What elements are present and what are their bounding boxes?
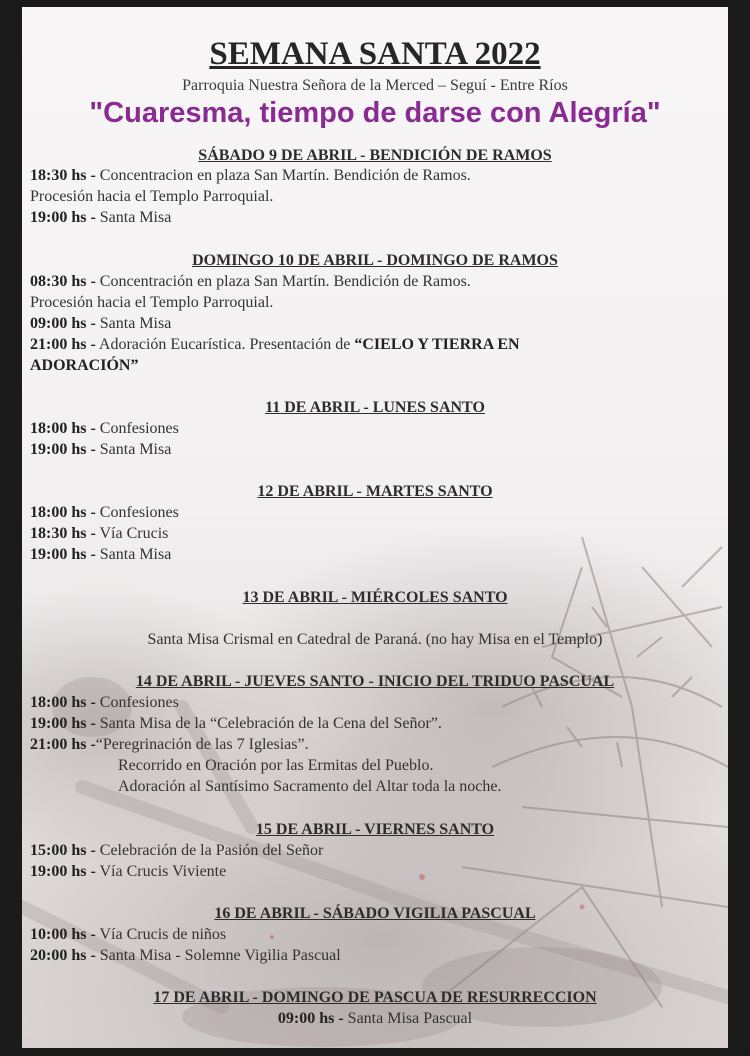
day-heading-jueves-14: 14 DE ABRIL - JUEVES SANTO - INICIO DEL TRIDUO PASCUAL: [135, 673, 615, 690]
schedule-line: [30, 187, 273, 207]
schedule-indented-line: Recorrido en Oración por las Ermitas del Pueblo.: [118, 757, 434, 774]
schedule-line: [30, 356, 138, 376]
day-heading-domingo-17: 17 DE ABRIL - DOMINGO DE PASCUA DE RESURRECCION: [153, 989, 597, 1006]
schedule-note: Santa Misa Crismal en Catedral de Paraná. (no hay Misa en el Templo): [147, 631, 603, 648]
schedule-text: Santa Misa Pascual: [343, 1010, 473, 1027]
lent-motto: "Cuaresma, tiempo de darse con Alegría": [89, 97, 661, 129]
day-heading-viernes-15: 15 DE ABRIL - VIERNES SANTO: [255, 821, 495, 838]
schedule-time: 10:00 hs -: [30, 926, 96, 943]
schedule-time: 08:30 hs -: [30, 273, 96, 290]
schedule-line: [22, 1009, 728, 1029]
day-heading-sabado-9: SÁBADO 9 DE ABRIL - BENDICIÓN DE RAMOS: [198, 147, 552, 164]
schedule-text: Santa Misa: [95, 209, 172, 226]
schedule-line: [30, 335, 520, 355]
schedule-line: [30, 545, 171, 565]
day-heading-sabado-16: 16 DE ABRIL - SÁBADO VIGILIA PASCUAL: [214, 905, 536, 922]
schedule-time: 18:30 hs -: [30, 525, 96, 542]
schedule-time: 21:00 hs -: [30, 336, 96, 353]
schedule-line: [30, 503, 179, 523]
schedule-text: Vía Crucis de niños: [95, 926, 227, 943]
schedule-text: Adoración Eucarística. Presentación de: [95, 336, 355, 353]
schedule-line: [30, 419, 179, 439]
schedule-line: [30, 841, 323, 861]
schedule-text: Vía Crucis: [95, 525, 169, 542]
schedule-line: [30, 524, 168, 544]
schedule-text: Santa Misa: [95, 546, 172, 563]
parish-subtitle: Parroquia Nuestra Señora de la Merced – Seguí - Entre Ríos: [182, 77, 568, 94]
schedule-time: 18:00 hs -: [30, 694, 96, 711]
schedule-time: 09:00 hs -: [277, 1010, 344, 1027]
schedule-time: 09:00 hs -: [30, 315, 96, 332]
schedule-text: Celebración de la Pasión del Señor: [95, 842, 324, 859]
schedule-time: 18:00 hs -: [30, 504, 96, 521]
schedule-text: Santa Misa: [95, 441, 172, 458]
schedule-text: Confesiones: [95, 504, 179, 521]
schedule-time: 19:00 hs -: [30, 209, 96, 226]
schedule-time: 19:00 hs -: [30, 715, 96, 732]
schedule-line: [30, 314, 171, 334]
day-heading-martes-12: 12 DE ABRIL - MARTES SANTO: [257, 483, 493, 500]
schedule-text: Santa Misa: [95, 315, 172, 332]
schedule-line: [30, 208, 171, 228]
schedule-time: 19:00 hs -: [30, 863, 96, 880]
schedule-line: [30, 166, 471, 186]
schedule-time: 19:00 hs -: [30, 546, 96, 563]
schedule-text: Confesiones: [95, 420, 179, 437]
schedule-line: [30, 693, 179, 713]
schedule-text: Vía Crucis Viviente: [95, 863, 227, 880]
schedule-line: [30, 440, 171, 460]
bottom-frame-bar: [0, 1048, 750, 1056]
top-frame-bar: [0, 0, 750, 7]
schedule-text: Santa Misa de la “Celebración de la Cena del Señor”.: [95, 715, 442, 732]
schedule-text: Santa Misa - Solemne Vigilia Pascual: [95, 947, 341, 964]
schedule-time: 21:00 hs -: [30, 736, 96, 753]
schedule-time: 18:00 hs -: [30, 420, 96, 437]
schedule-line: [30, 862, 226, 882]
day-heading-domingo-10: DOMINGO 10 DE ABRIL - DOMINGO DE RAMOS: [192, 252, 558, 269]
schedule-line: [30, 946, 341, 966]
schedule-text: Concentración en plaza San Martín. Bendición de Ramos.: [95, 273, 471, 290]
poster: [22, 7, 728, 1048]
schedule-line: [30, 714, 442, 734]
schedule-line: [30, 735, 309, 755]
schedule-line: [30, 293, 273, 313]
schedule-bold-text: ADORACIÓN”: [30, 357, 139, 374]
schedule-text: Confesiones: [95, 694, 179, 711]
schedule-text: Concentracion en plaza San Martín. Bendición de Ramos.: [95, 167, 471, 184]
schedule-text: Procesión hacia el Templo Parroquial.: [30, 294, 274, 311]
schedule-time: 15:00 hs -: [30, 842, 96, 859]
schedule-time: 19:00 hs -: [30, 441, 96, 458]
day-heading-miercoles-13: 13 DE ABRIL - MIÉRCOLES SANTO: [242, 589, 508, 606]
schedule-text: Procesión hacia el Templo Parroquial.: [30, 188, 274, 205]
schedule-indented-line: Adoración al Santísimo Sacramento del Altar toda la noche.: [118, 778, 502, 795]
page-title: SEMANA SANTA 2022: [209, 36, 541, 72]
schedule-time: 18:30 hs -: [30, 167, 96, 184]
schedule-bold-text: “CIELO Y TIERRA EN: [354, 336, 520, 353]
schedule-line: [30, 272, 471, 292]
schedule-time: 20:00 hs -: [30, 947, 96, 964]
day-heading-lunes-11: 11 DE ABRIL - LUNES SANTO: [265, 399, 485, 416]
schedule-text: “Peregrinación de las 7 Iglesias”.: [95, 736, 309, 753]
schedule-line: [30, 925, 226, 945]
